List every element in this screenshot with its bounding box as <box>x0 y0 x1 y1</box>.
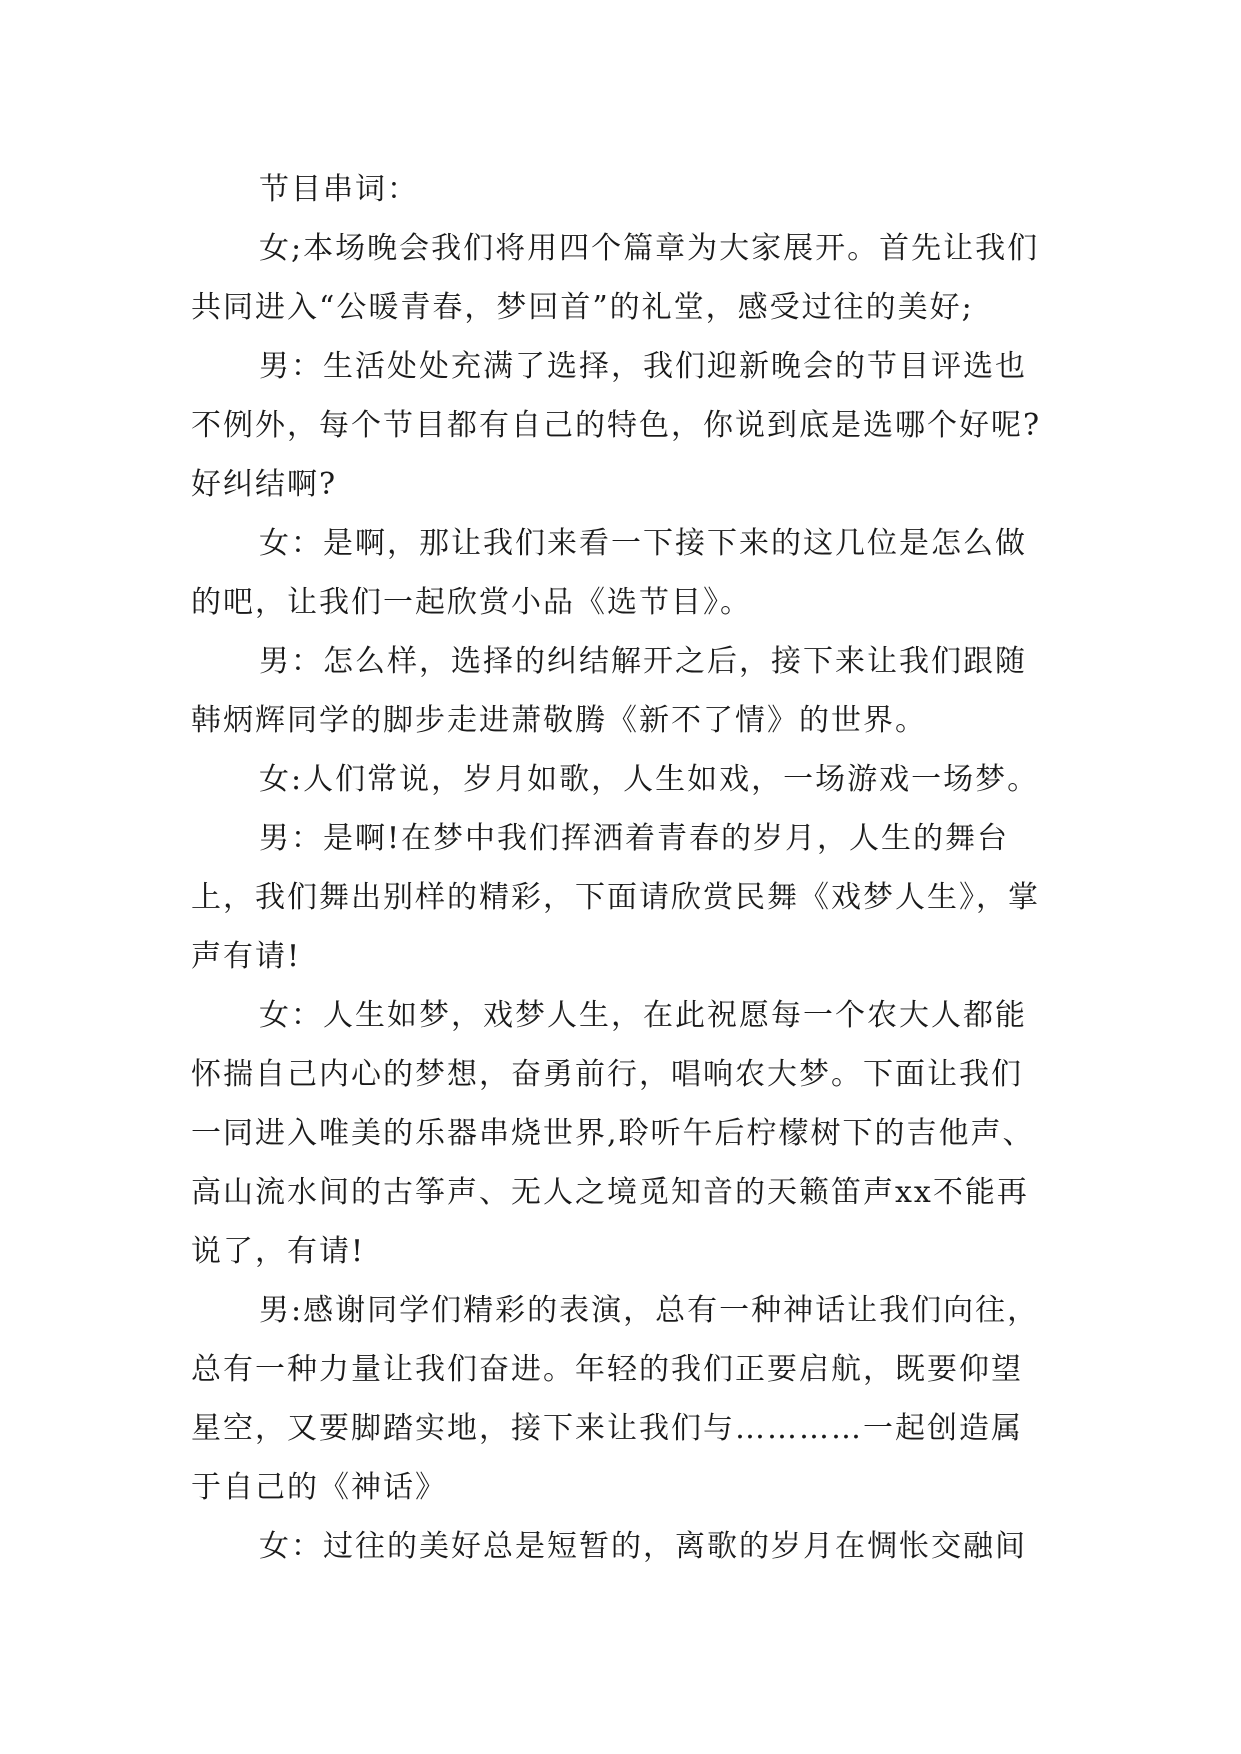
paragraph-7: 女：人生如梦，戏梦人生，在此祝愿每一个农大人都能怀揣自己内心的梦想，奋勇前行，唱响农大梦。下面让我们一同进入唯美的乐器串烧世界,聆听午后柠檬树下的吉他声、高山流水间的古筝声、无人之境觅知音的天籁笛声xx不能再说了，有请! <box>191 998 1035 1269</box>
paragraph-3: 女：是啊，那让我们来看一下接下来的这几位是怎么做的吧，让我们一起欣赏小品《选节目》。 <box>191 526 1027 620</box>
paragraph-4: 男：怎么样，选择的纠结解开之后，接下来让我们跟随韩炳辉同学的脚步走进萧敬腾《新不了情》的世界。 <box>191 644 1027 738</box>
paragraph-1: 女;本场晚会我们将用四个篇章为大家展开。首先让我们共同进入“公暖青春，梦回首”的礼堂，感受过往的美好; <box>191 231 1040 325</box>
paragraph-6: 男：是啊!在梦中我们挥洒着青春的岁月，人生的舞台上，我们舞出别样的精彩，下面请欣赏民舞《戏梦人生》，掌声有请! <box>191 821 1040 974</box>
paragraph-heading: 节目串词： <box>259 172 419 207</box>
paragraph-8: 男:感谢同学们精彩的表演，总有一种神话让我们向往，总有一种力量让我们奋进。年轻的我们正要启航，既要仰望星空，又要脚踏实地，接下来让我们与…………一起创造属于自己的《神话》 <box>191 1293 1040 1505</box>
paragraph-2: 男：生活处处充满了选择，我们迎新晚会的节目评选也不例外，每个节目都有自己的特色，你说到底是选哪个好呢?好纠结啊? <box>191 349 1042 502</box>
paragraph-5: 女:人们常说，岁月如歌，人生如戏，一场游戏一场梦。 <box>259 762 1040 797</box>
paragraph-9: 女：过往的美好总是短暂的，离歌的岁月在惆怅交融间 <box>259 1529 1027 1564</box>
document-body <box>191 160 1051 1576</box>
